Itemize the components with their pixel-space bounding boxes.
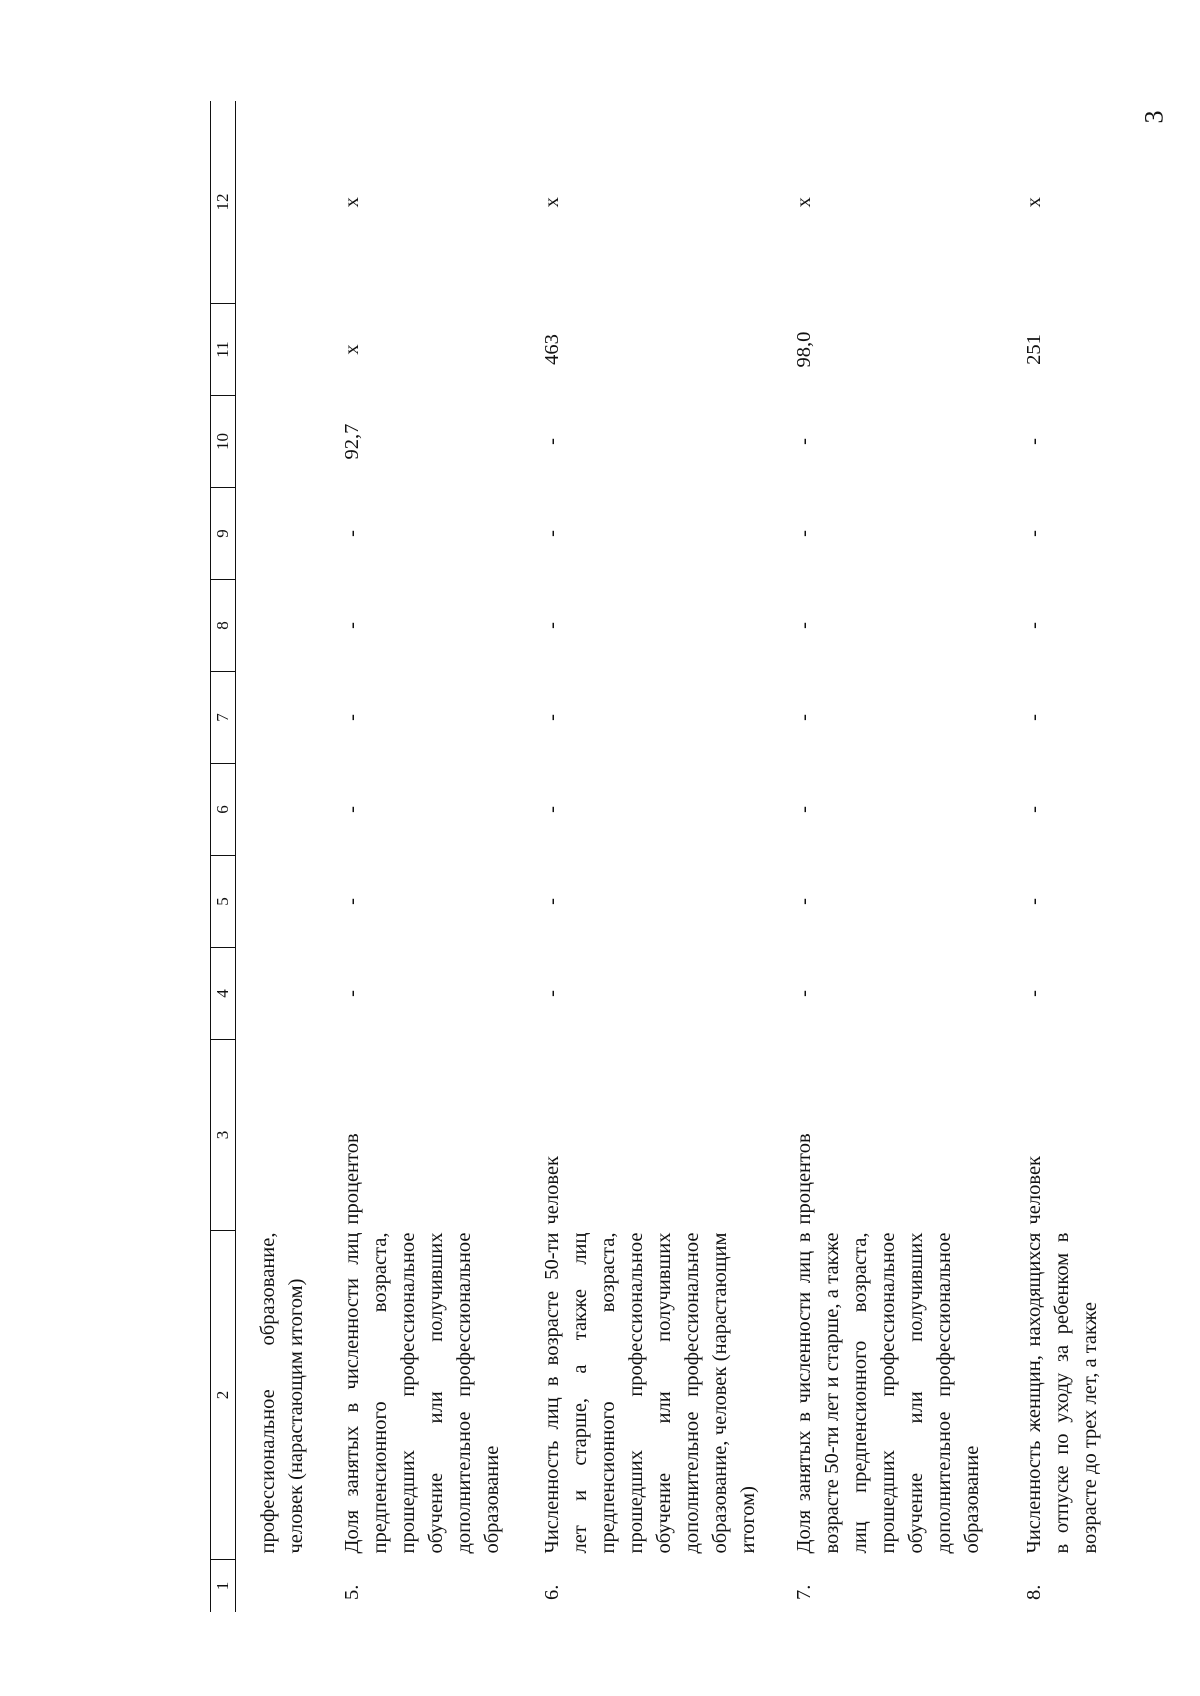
table-row <box>310 101 506 1612</box>
value-col-6: - <box>541 806 563 813</box>
column-header-9: 9 <box>211 488 236 580</box>
value-col-8: - <box>541 622 563 629</box>
indicator-description: Доля занятых в численности лиц предпенсионного возраста, прошедших профессиональное обучение или получивших дополнительное профессиональное образование <box>341 1232 503 1554</box>
value-col-10: - <box>793 438 815 445</box>
column-number-header-row <box>211 101 236 1612</box>
cell-empty <box>236 101 311 304</box>
cell-empty <box>236 856 311 948</box>
value-col-6: - <box>1023 806 1045 813</box>
column-header-1: 1 <box>211 1560 236 1613</box>
cell-empty <box>236 1040 311 1231</box>
row-number: 7. <box>793 1584 815 1600</box>
unit-of-measure: человек <box>541 1155 563 1225</box>
column-header-3: 3 <box>211 1040 236 1231</box>
indicator-table <box>210 101 1104 1612</box>
value-col-11: 98,0 <box>793 331 815 368</box>
column-header-5: 5 <box>211 856 236 948</box>
value-col-8: - <box>341 622 363 629</box>
value-col-12: x <box>793 197 815 208</box>
indicator-description: Численность лиц в возрасте 50-ти лет и старше, а также лиц предпенсионного возраста, прошедших профессиональное обучение или получивших дополнительное профессиональное образование, человек (нарастающим итогом) <box>541 1232 759 1554</box>
continuation-text: профессиональное образование, человек (нарастающим итогом) <box>257 1232 307 1554</box>
column-header-10: 10 <box>211 396 236 488</box>
value-col-12: x <box>541 197 563 208</box>
value-col-10: 92,7 <box>341 423 363 460</box>
value-col-4: - <box>793 990 815 997</box>
row-number: 6. <box>541 1584 563 1600</box>
value-col-9: - <box>1023 530 1045 537</box>
value-col-9: - <box>793 530 815 537</box>
column-header-12: 12 <box>211 101 236 304</box>
continuation-row <box>236 101 311 1612</box>
value-col-10: - <box>1023 438 1045 445</box>
page-number: 3 <box>1139 110 1169 124</box>
value-col-9: - <box>541 530 563 537</box>
unit-of-measure: человек <box>1023 1155 1045 1225</box>
table-row <box>762 101 986 1612</box>
value-col-7: - <box>793 714 815 721</box>
value-col-6: - <box>341 806 363 813</box>
table-row <box>506 101 762 1612</box>
indicator-description: Численность женщин, находящихся в отпуске по уходу за ребенком в возрасте до трех лет, а также <box>1023 1232 1101 1554</box>
cell-empty <box>236 580 311 672</box>
table-row <box>986 101 1104 1612</box>
cell-empty <box>236 304 311 396</box>
value-col-6: - <box>793 806 815 813</box>
unit-of-measure: процентов <box>793 1133 815 1225</box>
rotated-table-sheet <box>210 112 1101 1612</box>
column-header-4: 4 <box>211 948 236 1040</box>
row-number: 5. <box>341 1584 363 1600</box>
value-col-12: x <box>1023 197 1045 208</box>
value-col-10: - <box>541 438 563 445</box>
value-col-5: - <box>541 898 563 905</box>
value-col-5: - <box>1023 898 1045 905</box>
value-col-11: 463 <box>541 334 563 365</box>
value-col-9: - <box>341 530 363 537</box>
value-col-4: - <box>1023 990 1045 997</box>
value-col-4: - <box>541 990 563 997</box>
cell-empty <box>236 1560 311 1613</box>
value-col-5: - <box>341 898 363 905</box>
row-number: 8. <box>1023 1584 1045 1600</box>
cell-empty <box>236 672 311 764</box>
value-col-12: x <box>341 197 363 208</box>
unit-of-measure: процентов <box>341 1133 363 1225</box>
value-col-7: - <box>341 714 363 721</box>
value-col-8: - <box>793 622 815 629</box>
column-header-2: 2 <box>211 1231 236 1560</box>
cell-empty <box>236 948 311 1040</box>
value-col-7: - <box>1023 714 1045 721</box>
column-header-7: 7 <box>211 672 236 764</box>
value-col-7: - <box>541 714 563 721</box>
value-col-11: x <box>341 344 363 355</box>
column-header-11: 11 <box>211 304 236 396</box>
cell-empty <box>236 488 311 580</box>
column-header-6: 6 <box>211 764 236 856</box>
value-col-5: - <box>793 898 815 905</box>
column-header-8: 8 <box>211 580 236 672</box>
cell-empty <box>236 764 311 856</box>
indicator-description: Доля занятых в численности лиц в возрасте 50-ти лет и старше, а также лиц предпенсионного возраста, прошедших профессиональное обучение или получивших дополнительное профессиональное образование <box>793 1232 983 1554</box>
cell-empty <box>236 396 311 488</box>
value-col-4: - <box>341 990 363 997</box>
value-col-11: 251 <box>1023 334 1045 365</box>
value-col-8: - <box>1023 622 1045 629</box>
